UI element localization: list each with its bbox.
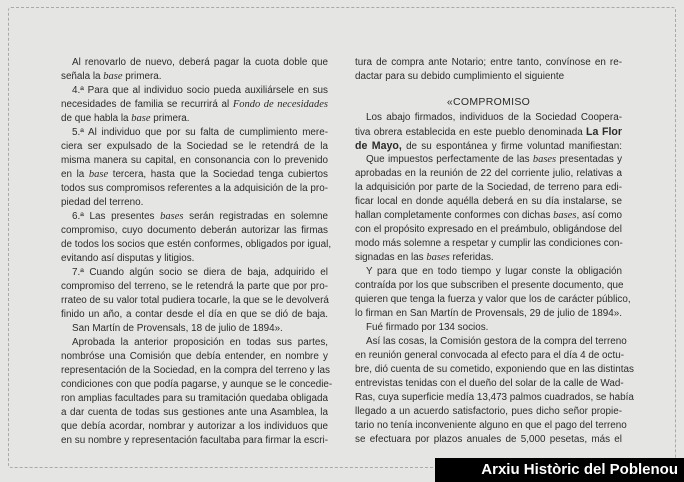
section-heading <box>355 95 622 109</box>
text-segment: compromiso del terreno, se le retendrá la parte que por pro- <box>61 281 328 292</box>
text-line <box>61 182 328 196</box>
text-line <box>61 280 328 294</box>
text-segment: primera. <box>122 71 162 82</box>
text-line <box>61 294 328 308</box>
italic-text: bases <box>160 211 184 222</box>
text-segment: de todos los socios que estén conformes, obligados por igual, <box>61 239 332 250</box>
text-line <box>61 238 332 252</box>
text-segment: evitando así disputas y litigios. <box>61 253 195 264</box>
bold-text: de Mayo, <box>355 140 402 152</box>
text-segment: quieren que tenga la fuerza y valor que los de carácter público, <box>355 294 631 305</box>
text-segment: «COMPROMISO <box>446 96 531 108</box>
text-line <box>355 223 622 237</box>
text-line <box>355 433 622 447</box>
text-line <box>355 335 627 349</box>
text-segment: Ras, cuya superficie medía 13,473 palmos cuadrados, se había <box>355 392 634 403</box>
text-segment: se efectuara por plazos anuales de 5,000 pesetas, más el <box>355 434 622 445</box>
text-line <box>355 321 622 335</box>
text-segment: con el propósito expresado en el preámbulo, obligándose del <box>355 224 622 235</box>
text-line <box>61 434 328 448</box>
text-segment: Así las cosas, la Comisión gestora de la compra del terreno <box>366 336 627 347</box>
text-segment: entrevistas tenidas con el dueño del solar de la calle de Wad- <box>355 378 624 389</box>
text-segment: tario no tenía inconveniente alguno en que el pago del terreno <box>355 420 627 431</box>
text-line <box>61 252 328 266</box>
text-line <box>355 377 622 391</box>
text-line <box>355 125 622 139</box>
text-line <box>355 195 622 209</box>
text-line <box>61 350 328 364</box>
text-line <box>61 112 328 126</box>
text-line <box>355 251 622 265</box>
text-segment: condiciones con que podía pagarse, y aunque se le concedie- <box>61 379 333 390</box>
text-segment: de su espontánea y firme voluntad manifiestan: <box>401 141 622 152</box>
text-line <box>355 363 634 377</box>
text-segment: aprobadas en la reunión de 22 del corriente julio, relativas a <box>355 168 622 179</box>
italic-text: bases <box>553 210 577 221</box>
italic-text: base <box>131 113 151 124</box>
text-line <box>355 139 622 153</box>
italic-text: Fondo de necesidades <box>232 99 328 110</box>
text-line <box>61 420 328 434</box>
text-line <box>61 56 328 70</box>
text-line <box>61 308 328 322</box>
text-line <box>61 126 328 140</box>
text-segment: bre, dió cuenta de su cometido, exponiendo que en las distintas <box>355 364 634 375</box>
text-line <box>355 391 634 405</box>
text-segment: la adquisición por parte de la Sociedad, de terreno para edi- <box>355 182 622 193</box>
text-line <box>61 392 328 406</box>
text-line <box>355 265 622 279</box>
text-segment: en la <box>61 169 89 180</box>
text-segment: tura de compra ante Notario; entre tanto, convínose en re- <box>355 57 622 68</box>
text-segment: necesidades de familia se recurrirá al <box>61 99 233 110</box>
text-segment: 5.ª Al individuo que por su falta de cumplimiento mere- <box>72 127 328 138</box>
text-line <box>61 168 328 182</box>
text-segment: Y para que en todo tiempo y lugar conste la obligación <box>366 266 622 277</box>
text-segment: Los abajo firmados, individuos de la Sociedad Coopera- <box>366 112 622 123</box>
text-line <box>355 293 631 307</box>
text-segment: modo más solemne a respetar y cumplir las condiciones con- <box>355 238 623 249</box>
text-segment: 4.ª Para que al individuo socio pueda auxiliársele en sus <box>72 85 328 96</box>
text-segment: Fué firmado por 134 socios. <box>366 322 489 333</box>
text-segment: finido un año, a contar desde el día en que se dió de baja. <box>61 309 328 320</box>
text-segment: referidas. <box>449 252 494 263</box>
text-line <box>355 56 622 70</box>
text-line <box>61 336 328 350</box>
italic-text: base <box>88 169 109 180</box>
text-segment: ron amplias facultades para su tramitación quedaba obligada <box>61 393 328 404</box>
text-line <box>355 237 622 251</box>
text-segment: que debía acordar, nombrar y autorizar a los individuos que <box>61 421 328 432</box>
left-text-column <box>61 56 333 448</box>
text-line <box>61 154 328 168</box>
text-line <box>355 153 622 167</box>
text-segment: piedad del terreno. <box>61 197 144 208</box>
text-line <box>355 279 622 293</box>
text-line <box>61 84 328 98</box>
text-line <box>355 209 622 223</box>
text-segment: 6.ª Las presentes <box>72 211 161 222</box>
text-line <box>61 196 328 210</box>
text-segment: tiva obrera establecida en este pueblo denominada <box>355 127 587 138</box>
archive-watermark: Arxiu Històric del Poblenou <box>435 458 684 482</box>
italic-text: bases <box>426 252 450 263</box>
text-segment: a dar cuenta de todas sus gestiones ante una Asamblea, la <box>61 407 328 418</box>
text-line <box>61 98 328 112</box>
text-line <box>355 167 622 181</box>
text-line <box>355 349 625 363</box>
text-line <box>355 405 622 419</box>
text-segment: tercera, hasta que la Sociedad tenga cubiertos <box>108 169 328 180</box>
text-segment: , así como <box>576 210 623 221</box>
text-segment: nombróse una Comisión que debía entender, en nombre y <box>61 351 328 362</box>
text-line <box>61 224 328 238</box>
text-line <box>355 181 622 195</box>
text-line <box>61 266 328 280</box>
text-segment: compromiso, cuyo documento deberán autorizar las firmas <box>61 225 328 236</box>
text-segment: señala la <box>61 71 104 82</box>
text-segment: 7.ª Cuando algún socio se diera de baja, adquirido el <box>72 267 328 278</box>
text-segment: hallan completamente conformes con dichas <box>355 210 554 221</box>
text-segment: Al renovarlo de nuevo, deberá pagar la cuota doble que <box>72 57 328 68</box>
text-segment: Que impuestos perfectamente de las <box>366 154 533 165</box>
text-line <box>61 406 328 420</box>
italic-text: bases <box>532 154 557 165</box>
text-segment: todos sus compromisos referentes a la adquisición de la pro- <box>61 183 328 194</box>
text-line <box>61 322 328 336</box>
text-segment: serán registradas en solemne <box>183 211 328 222</box>
text-segment: ficar local en donde aquélla deberá en su día instalarse, se <box>355 196 622 207</box>
text-segment: rrateo de su valor total pudiera tocarle, la que se le devolverá <box>61 295 329 306</box>
text-segment: en su nombre y representación facultaba para firmar la escri- <box>61 435 328 446</box>
text-segment: llegado a un acuerdo satisfactorio, pues dicho señor propie- <box>355 406 622 417</box>
bold-text: La Flor <box>586 126 622 138</box>
text-line <box>61 378 333 392</box>
text-segment: San Martín de Provensals, 18 de julio de 1894». <box>72 323 283 334</box>
text-segment: primera. <box>150 113 190 124</box>
text-segment: dactar para su debido cumplimiento el siguiente <box>355 71 565 82</box>
text-line <box>355 70 622 84</box>
text-segment: lo firman en San Martín de Provensals, 29 de julio de 1894». <box>355 308 622 319</box>
text-segment: contraída por los que subscriben el presente documento, que <box>355 280 624 291</box>
text-segment: signadas en las <box>355 252 427 263</box>
text-segment: de que habla la <box>61 113 132 124</box>
text-segment: ciera ser expulsado de la Sociedad se le retendrá de la <box>61 141 328 152</box>
text-line <box>355 307 622 321</box>
right-text-column <box>355 56 634 447</box>
text-line <box>61 70 328 84</box>
text-line <box>61 140 328 154</box>
text-segment: misma manera su capital, en consonancia con lo prevenido <box>61 155 328 166</box>
text-segment: presentadas y <box>556 154 623 165</box>
text-line <box>61 364 328 378</box>
text-line <box>61 210 328 224</box>
text-line <box>355 419 627 433</box>
italic-text: base <box>103 71 123 82</box>
text-segment: Aprobada la anterior proposición en todas sus partes, <box>72 337 328 348</box>
text-segment: representación de la Sociedad, en la compra del terreno y las <box>61 365 330 376</box>
text-line <box>355 111 622 125</box>
text-segment: en reunión general convocada al efecto para el día 4 de octu- <box>355 350 625 361</box>
